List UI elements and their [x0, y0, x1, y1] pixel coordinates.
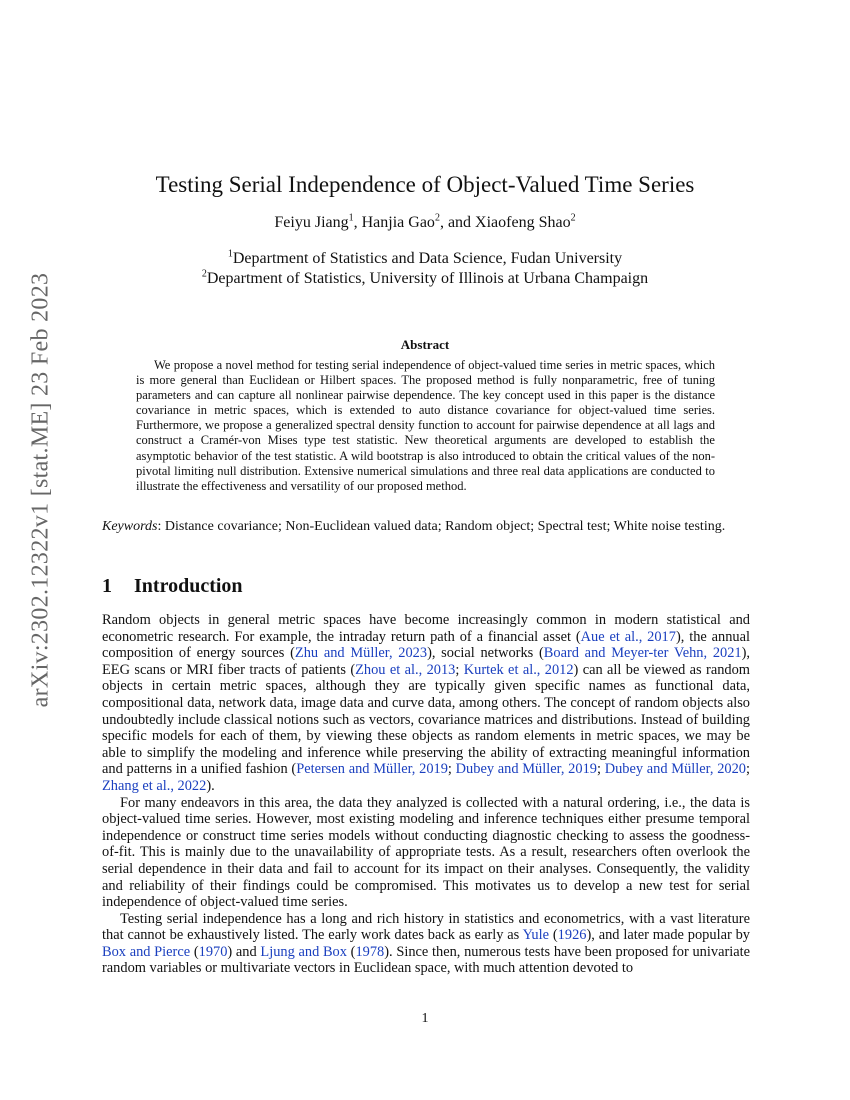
text-run: ( — [346, 943, 356, 960]
author-sep: , — [353, 214, 362, 231]
text-run: ; — [746, 761, 751, 778]
text-run: ), EEG scans or MRI fiber tracts of patients ( — [102, 645, 750, 678]
citation-link[interactable]: Board and Meyer-ter Vehn, 2021 — [543, 645, 742, 662]
affiliation — [0, 270, 850, 288]
citation-link[interactable]: Yule — [522, 927, 550, 944]
abstract-heading: Abstract — [400, 337, 450, 352]
text-run: ; — [455, 661, 464, 678]
body-text — [102, 612, 750, 977]
citation-link[interactable]: Zhang et al., 2022 — [102, 777, 207, 794]
section-number: 1 — [102, 575, 112, 597]
paragraph — [102, 612, 750, 795]
text-run: ( — [190, 943, 199, 960]
text-run: For many endeavors in this area, the data they analyzed is collected with a natural ordering, i.e., the data is object-valued time series. However, most existing modeling and inference techniques either presume temporal independence or construct time series models without conducting diagnostic checking to assess the goodness-of-fit. This is mainly due to the unavailability of appropriate tests. As a result, researchers often overlook the serial dependence in their data and fail to account for its impact on their analyses. Consequently, the validity and reliability of their findings could be compromised. This motivates us to develop a new test for serial independence of object-valued time series. — [102, 794, 750, 911]
text-run: ). Since then, numerous tests have been proposed for univariate random variables or multivariate vectors in Euclidean space, with much attention devoted to — [102, 943, 751, 977]
affiliation — [0, 250, 850, 268]
paper-title: Testing Serial Independence of Object-Valued Time Series — [155, 172, 695, 197]
author-affil-mark: 2 — [570, 212, 576, 224]
arxiv-id: arXiv:2302.12322v1 [stat.ME] 23 Feb 2023 — [27, 272, 54, 708]
affil-text: Department of Statistics and Data Science, Fudan University — [232, 250, 623, 267]
affil-mark: 1 — [227, 248, 233, 260]
text-run: ) and — [227, 943, 261, 960]
citation-link[interactable]: Dubey and Müller, 2019 — [455, 761, 597, 778]
text-run: ), social networks ( — [427, 645, 544, 662]
abstract-text: We propose a novel method for testing serial independence of object-valued time series in metric spaces, which is more general than Euclidean or Hilbert spaces. The proposed method is fully nonparametric, free of tuning parameters and can capture all nonlinear pairwise dependence. The key concept used in this paper is the distance covariance in metric spaces, which is extended to auto distance covariance for object-valued time series. Furthermore, we propose a generalized spectral density function to account for pairwise dependence at all lags and construct a Cramér-von Mises type test statistic. New theoretical arguments are developed to establish the asymptotic behavior of the test statistic. A wild bootstrap is also introduced to obtain the critical values of the non-pivotal limiting null distribution. Extensive numerical simulations and three real data applications are conducted to illustrate the effectiveness and versatility of our proposed method. — [136, 358, 715, 493]
citation-link[interactable]: 1978 — [355, 943, 385, 960]
citation-link[interactable]: Zhu and Müller, 2023 — [294, 645, 428, 662]
author: Xiaofeng Shao — [475, 214, 571, 231]
section-title: Introduction — [134, 575, 243, 597]
citation-link[interactable]: Petersen and Müller, 2019 — [296, 761, 448, 778]
author-affil-mark: 2 — [434, 212, 440, 224]
text-run: ), the annual composition of energy sources ( — [102, 628, 751, 662]
paragraph — [102, 795, 750, 911]
citation-link[interactable]: Aue et al., 2017 — [580, 628, 676, 645]
author: Feiyu Jiang — [274, 214, 349, 231]
citation-link[interactable]: Box and Pierce — [102, 943, 191, 960]
text-run: ) can all be viewed as random objects in certain metric spaces, although they are typically given specific names as functional data, compositional data, network data, image data and curve data, among others. The concept of random objects also undoubtedly include classical notions such as vectors, covariance matrices and distributions. Instead of building specific models for each of them, by viewing these objects as random elements in metric spaces, we may be able to simplify the modeling and inference while preserving the ability of extracting meaningful information and patterns in a unified fashion ( — [102, 661, 750, 778]
citation-link[interactable]: Dubey and Müller, 2020 — [604, 761, 747, 778]
affil-mark: 2 — [201, 268, 207, 280]
text-run: ; — [447, 761, 456, 778]
paragraph — [102, 911, 750, 977]
text-run: ; — [596, 761, 605, 778]
text-run: Testing serial independence has a long and rich history in statistics and econometrics, with a vast literature that cannot be exhaustively listed. The early work dates back as early as — [102, 910, 750, 944]
citation-link[interactable]: 1926 — [557, 927, 587, 944]
text-run: Random objects in general metric spaces have become increasingly common in modern statistical and econometric research. For example, the intraday return path of a financial asset ( — [102, 612, 750, 645]
author-list — [0, 214, 850, 232]
citation-link[interactable]: Zhou et al., 2013 — [355, 661, 456, 678]
citation-link[interactable]: 1970 — [198, 943, 228, 960]
text-run: ), and later made popular by — [586, 927, 751, 944]
author-affil-mark: 1 — [348, 212, 354, 224]
citation-link[interactable]: Ljung and Box — [260, 943, 347, 960]
author: Hanjia Gao — [361, 214, 435, 231]
citation-link[interactable]: Kurtek et al., 2012 — [463, 661, 574, 678]
keywords-label: Keywords — [102, 519, 158, 534]
affil-text: Department of Statistics, University of Illinois at Urbana Champaign — [206, 270, 649, 287]
author-sep: , and — [439, 214, 476, 231]
text-run: ). — [206, 777, 215, 794]
text-run: ( — [549, 927, 558, 944]
page-number: 1 — [421, 1011, 429, 1026]
section-heading — [102, 575, 243, 598]
keywords — [102, 518, 750, 536]
keywords-text: : Distance covariance; Non-Euclidean valued data; Random object; Spectral test; White noise testing. — [157, 519, 726, 534]
